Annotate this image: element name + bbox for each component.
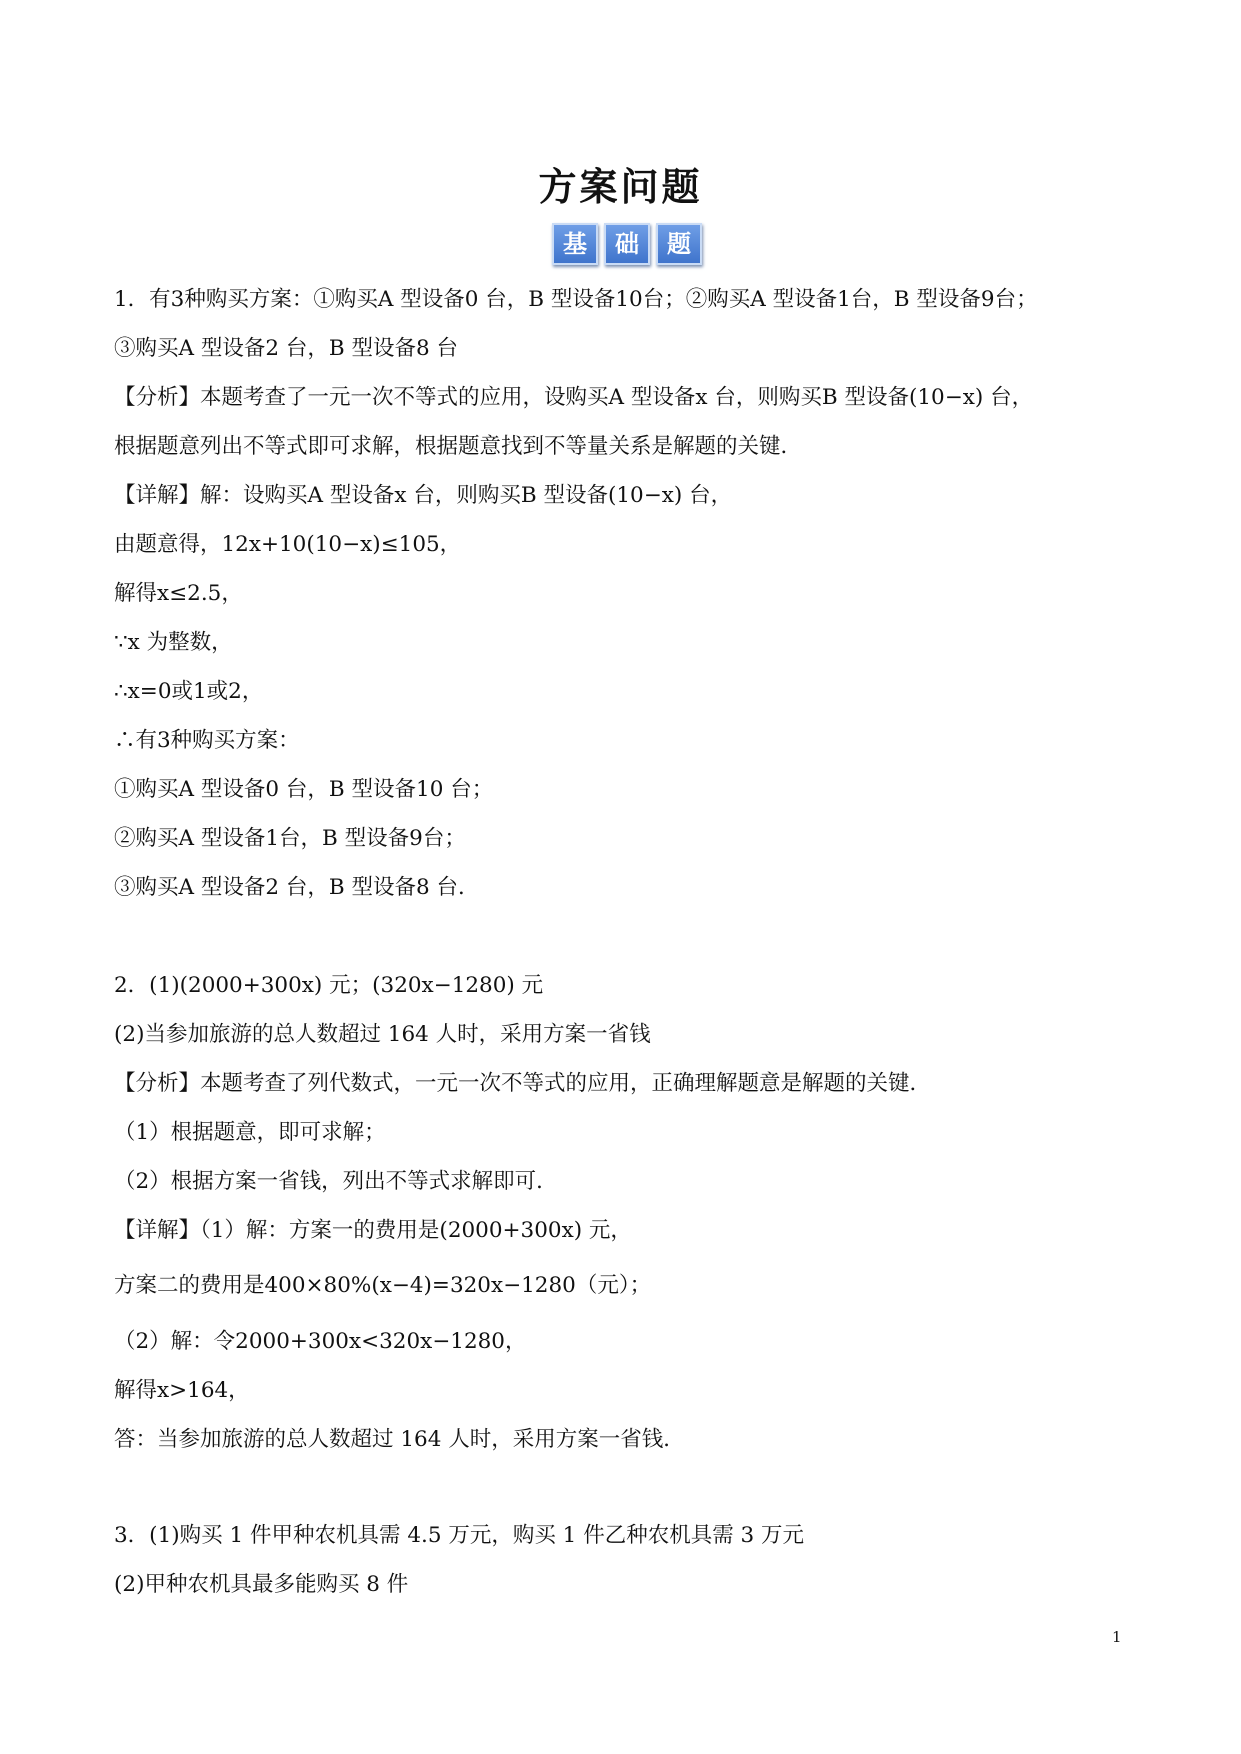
solution-line: 解得x≤2.5， xyxy=(114,581,243,606)
solution-line: 【详解】解：设购买A 型设备x 台，则购买B 型设备(10−x) 台， xyxy=(114,483,733,508)
badge-char: 题 xyxy=(656,223,702,265)
solution-line: ③购买A 型设备2 台，B 型设备8 台． xyxy=(114,875,480,900)
page-number: 1 xyxy=(1112,1628,1122,1646)
answer-line: ③购买A 型设备2 台，B 型设备8 台 xyxy=(114,336,459,361)
solution-line: 方案二的费用是400×80%(x−4)=320x−1280（元）； xyxy=(114,1273,652,1298)
analysis-line: （2）根据方案一省钱，列出不等式求解即可． xyxy=(114,1169,558,1194)
analysis-line: （1）根据题意，即可求解； xyxy=(114,1120,386,1145)
analysis-line: 根据题意列出不等式即可求解，根据题意找到不等量关系是解题的关键． xyxy=(114,434,803,459)
solution-line: ∴有3种购买方案： xyxy=(114,728,300,753)
badge-char: 础 xyxy=(604,223,650,265)
answer-line: (2)当参加旅游的总人数超过 164 人时，采用方案一省钱 xyxy=(114,1022,651,1047)
solution-line: ∴x=0或1或2， xyxy=(114,679,264,704)
solution-line: 由题意得，12x+10(10−x)≤105， xyxy=(114,532,462,557)
solution-line: 【详解】（1）解：方案一的费用是(2000+300x) 元， xyxy=(114,1218,632,1243)
solution-line: ∵x 为整数， xyxy=(114,630,233,655)
answer-line: 3．(1)购买 1 件甲种农机具需 4.5 万元，购买 1 件乙种农机具需 3 万元 xyxy=(114,1523,805,1548)
analysis-line: 【分析】本题考查了列代数式，一元一次不等式的应用，正确理解题意是解题的关键． xyxy=(114,1071,932,1096)
answer-line: 1．有3种购买方案：①购买A 型设备0 台，B 型设备10台；②购买A 型设备1台，B 型设备9台； xyxy=(114,287,1038,312)
solution-line: 答：当参加旅游的总人数超过 164 人时，采用方案一省钱． xyxy=(114,1427,685,1452)
analysis-line: 【分析】本题考查了一元一次不等式的应用，设购买A 型设备x 台，则购买B 型设备(10−x) 台， xyxy=(114,385,1034,410)
solution-line: ②购买A 型设备1台，B 型设备9台； xyxy=(114,826,466,851)
page-title: 方案问题 xyxy=(538,165,703,209)
answer-line: (2)甲种农机具最多能购买 8 件 xyxy=(114,1572,409,1597)
answer-line: 2．(1)(2000+300x) 元；(320x−1280) 元 xyxy=(114,973,544,998)
badge-char: 基 xyxy=(552,223,598,265)
solution-line: 解得x>164， xyxy=(114,1378,250,1403)
solution-line: ①购买A 型设备0 台，B 型设备10 台； xyxy=(114,777,494,802)
section-badge xyxy=(552,223,702,265)
solution-line: （2）解：令2000+300x<320x−1280， xyxy=(114,1329,527,1354)
